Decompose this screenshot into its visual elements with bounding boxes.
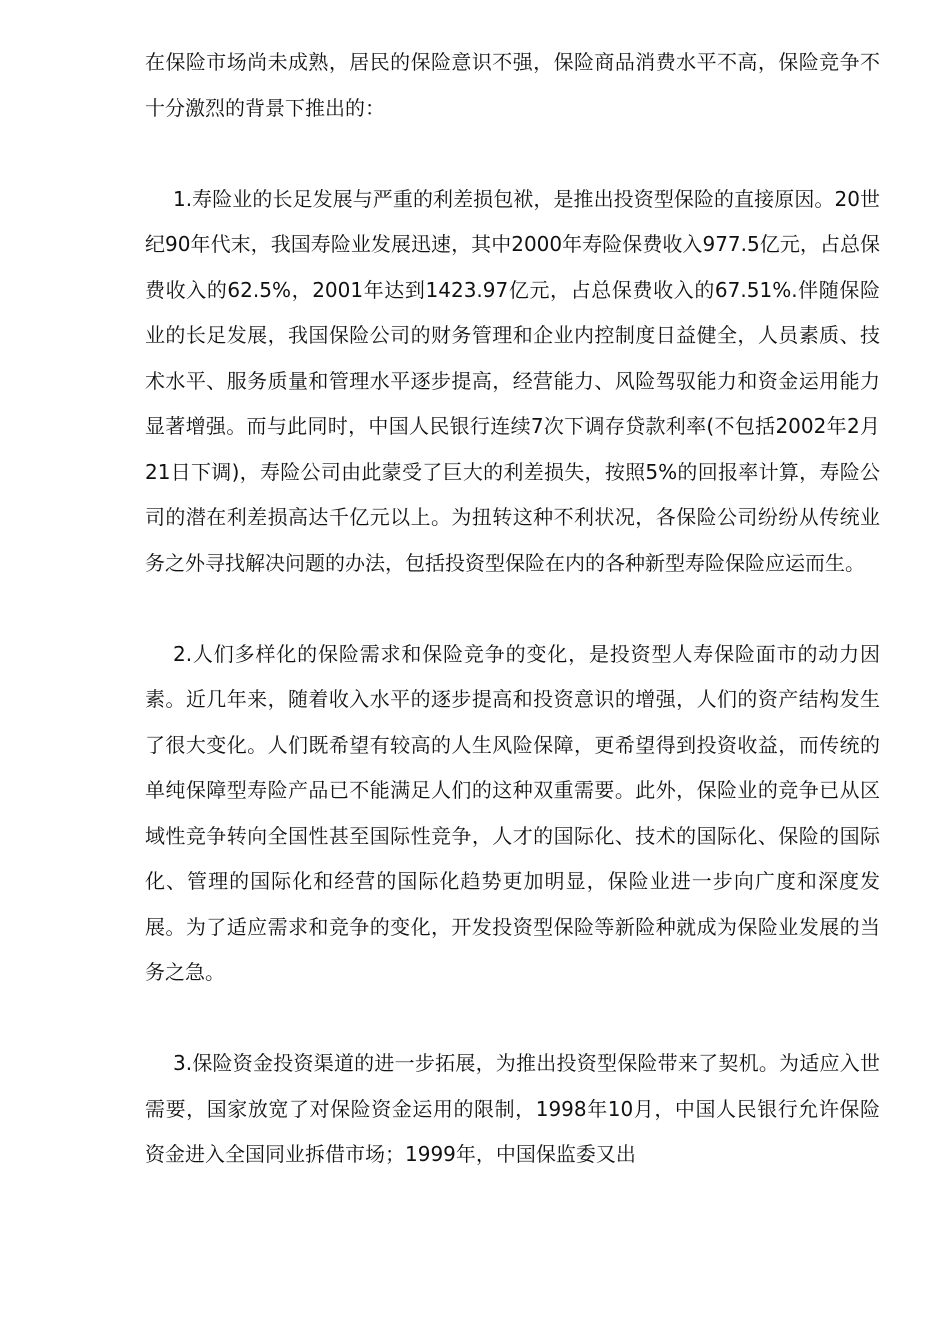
document-page [145,40,880,1178]
paragraph-point-2: 2.人们多样化的保险需求和保险竞争的变化，是投资型人寿保险面市的动力因素。近几年来，随着收入水平的逐步提高和投资意识的增强，人们的资产结构发生了很大变化。人们既希望有较高的人生风险保障，更希望得到投资收益，而传统的单纯保障型寿险产品已不能满足人们的这种双重需要。此外，保险业的竞争已从区域性竞争转向全国性甚至国际性竞争，人才的国际化、技术的国际化、保险的国际化、管理的国际化和经营的国际化趋势更加明显，保险业进一步向广度和深度发展。为了适应需求和竞争的变化，开发投资型保险等新险种就成为保险业发展的当务之急。 [145,641,880,984]
paragraph-intro: 在保险市场尚未成熟，居民的保险意识不强，保险商品消费水平不高，保险竞争不十分激烈的背景下推出的： [145,50,880,120]
paragraph-spacer [145,586,880,632]
paragraph-point-1: 1.寿险业的长足发展与严重的利差损包袱，是推出投资型保险的直接原因。20世纪90年代末，我国寿险业发展迅速，其中2000年寿险保费收入977.5亿元，占总保费收入的62.5%，2001年达到1423.97亿元，占总保费收入的67.51%.伴随保险业的长足发展，我国保险公司的财务管理和企业内控制度日益健全，人员素质、技术水平、服务质量和管理水平逐步提高，经营能力、风险驾驭能力和资金运用能力显著增强。而与此同时，中国人民银行连续7次下调存贷款利率(不包括2002年2月21日下调)，寿险公司由此蒙受了巨大的利差损失，按照5%的回报率计算，寿险公司的潜在利差损高达千亿元以上。为扭转这种不利状况，各保险公司纷纷从传统业务之外寻找解决问题的办法，包括投资型保险在内的各种新型寿险保险应运而生。 [145,186,880,575]
paragraph-spacer [145,996,880,1042]
paragraph-point-3: 3.保险资金投资渠道的进一步拓展，为推出投资型保险带来了契机。为适应入世需要，国家放宽了对保险资金运用的限制，1998年10月，中国人民银行允许保险资金进入全国同业拆借市场；1999年，中国保监委又出 [145,1051,880,1166]
paragraph-spacer [145,131,880,177]
